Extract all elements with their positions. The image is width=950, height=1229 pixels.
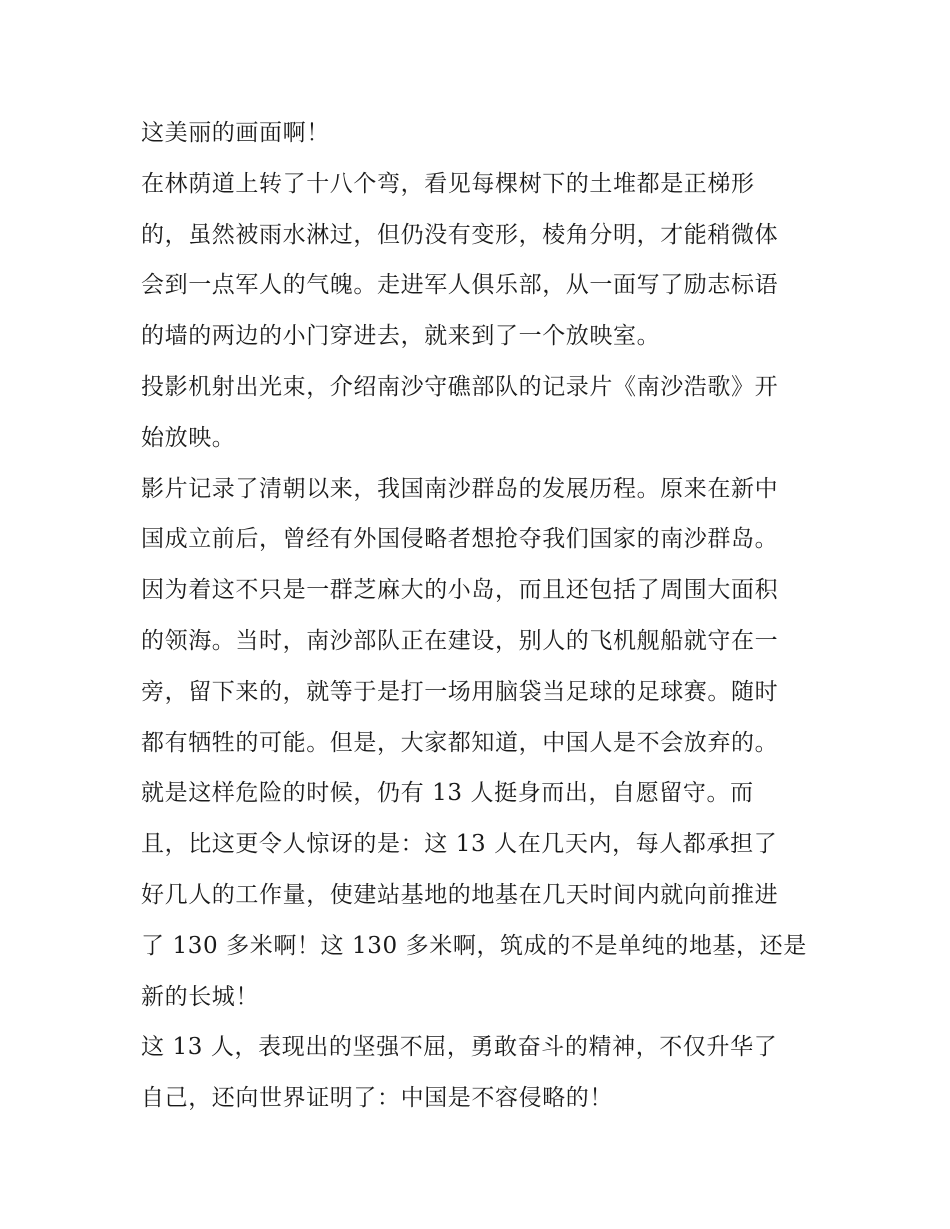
text-line: 旁，留下来的，就等于是打一场用脑袋当足球的足球赛。随时 (141, 678, 779, 705)
text-line: 这 13 人，表现出的坚强不屈，勇敢奋斗的精神，不仅升华了 (141, 1034, 778, 1061)
text-line: 的，虽然被雨水淋过，但仍没有变形，棱角分明，才能稍微体 (141, 221, 779, 248)
text-line: 自己，还向世界证明了：中国是不容侵略的！ (141, 1085, 613, 1112)
text-line: 好几人的工作量，使建站基地的地基在几天时间内就向前推进 (141, 881, 779, 908)
text-line: 都有牺牲的可能。但是，大家都知道，中国人是不会放弃的。 (141, 729, 779, 756)
text-line: 这美丽的画面啊！ (141, 120, 330, 146)
text-line: 了 130 多米啊！这 130 多米啊，筑成的不是单纯的地基，还是 (141, 932, 807, 959)
text-line: 投影机射出光束，介绍南沙守礁部队的记录片《南沙浩歌》开 (141, 373, 779, 400)
document-page (141, 108, 817, 1124)
text-line: 因为着这不只是一群芝麻大的小岛，而且还包括了周围大面积 (141, 577, 779, 604)
text-line: 国成立前后，曾经有外国侵略者想抢夺我们国家的南沙群岛。 (141, 526, 779, 553)
text-line: 就是这样危险的时候，仍有 13 人挺身而出，自愿留守。而 (141, 780, 754, 807)
text-line: 影片记录了清朝以来，我国南沙群岛的发展历程。原来在新中 (141, 475, 779, 502)
text-line: 始放映。 (141, 424, 236, 451)
text-line: 且，比这更令人惊讶的是：这 13 人在几天内，每人都承担了 (141, 831, 778, 858)
text-line: 会到一点军人的气魄。走进军人俱乐部，从一面写了励志标语 (141, 272, 779, 299)
text-line: 在林荫道上转了十八个弯，看见每棵树下的土堆都是正梯形 (141, 170, 755, 197)
text-line: 的墙的两边的小门穿进去，就来到了一个放映室。 (141, 323, 661, 350)
text-line: 新的长城！ (141, 983, 259, 1010)
text-line: 的领海。当时，南沙部队正在建设，别人的飞机舰船就守在一 (141, 627, 779, 654)
